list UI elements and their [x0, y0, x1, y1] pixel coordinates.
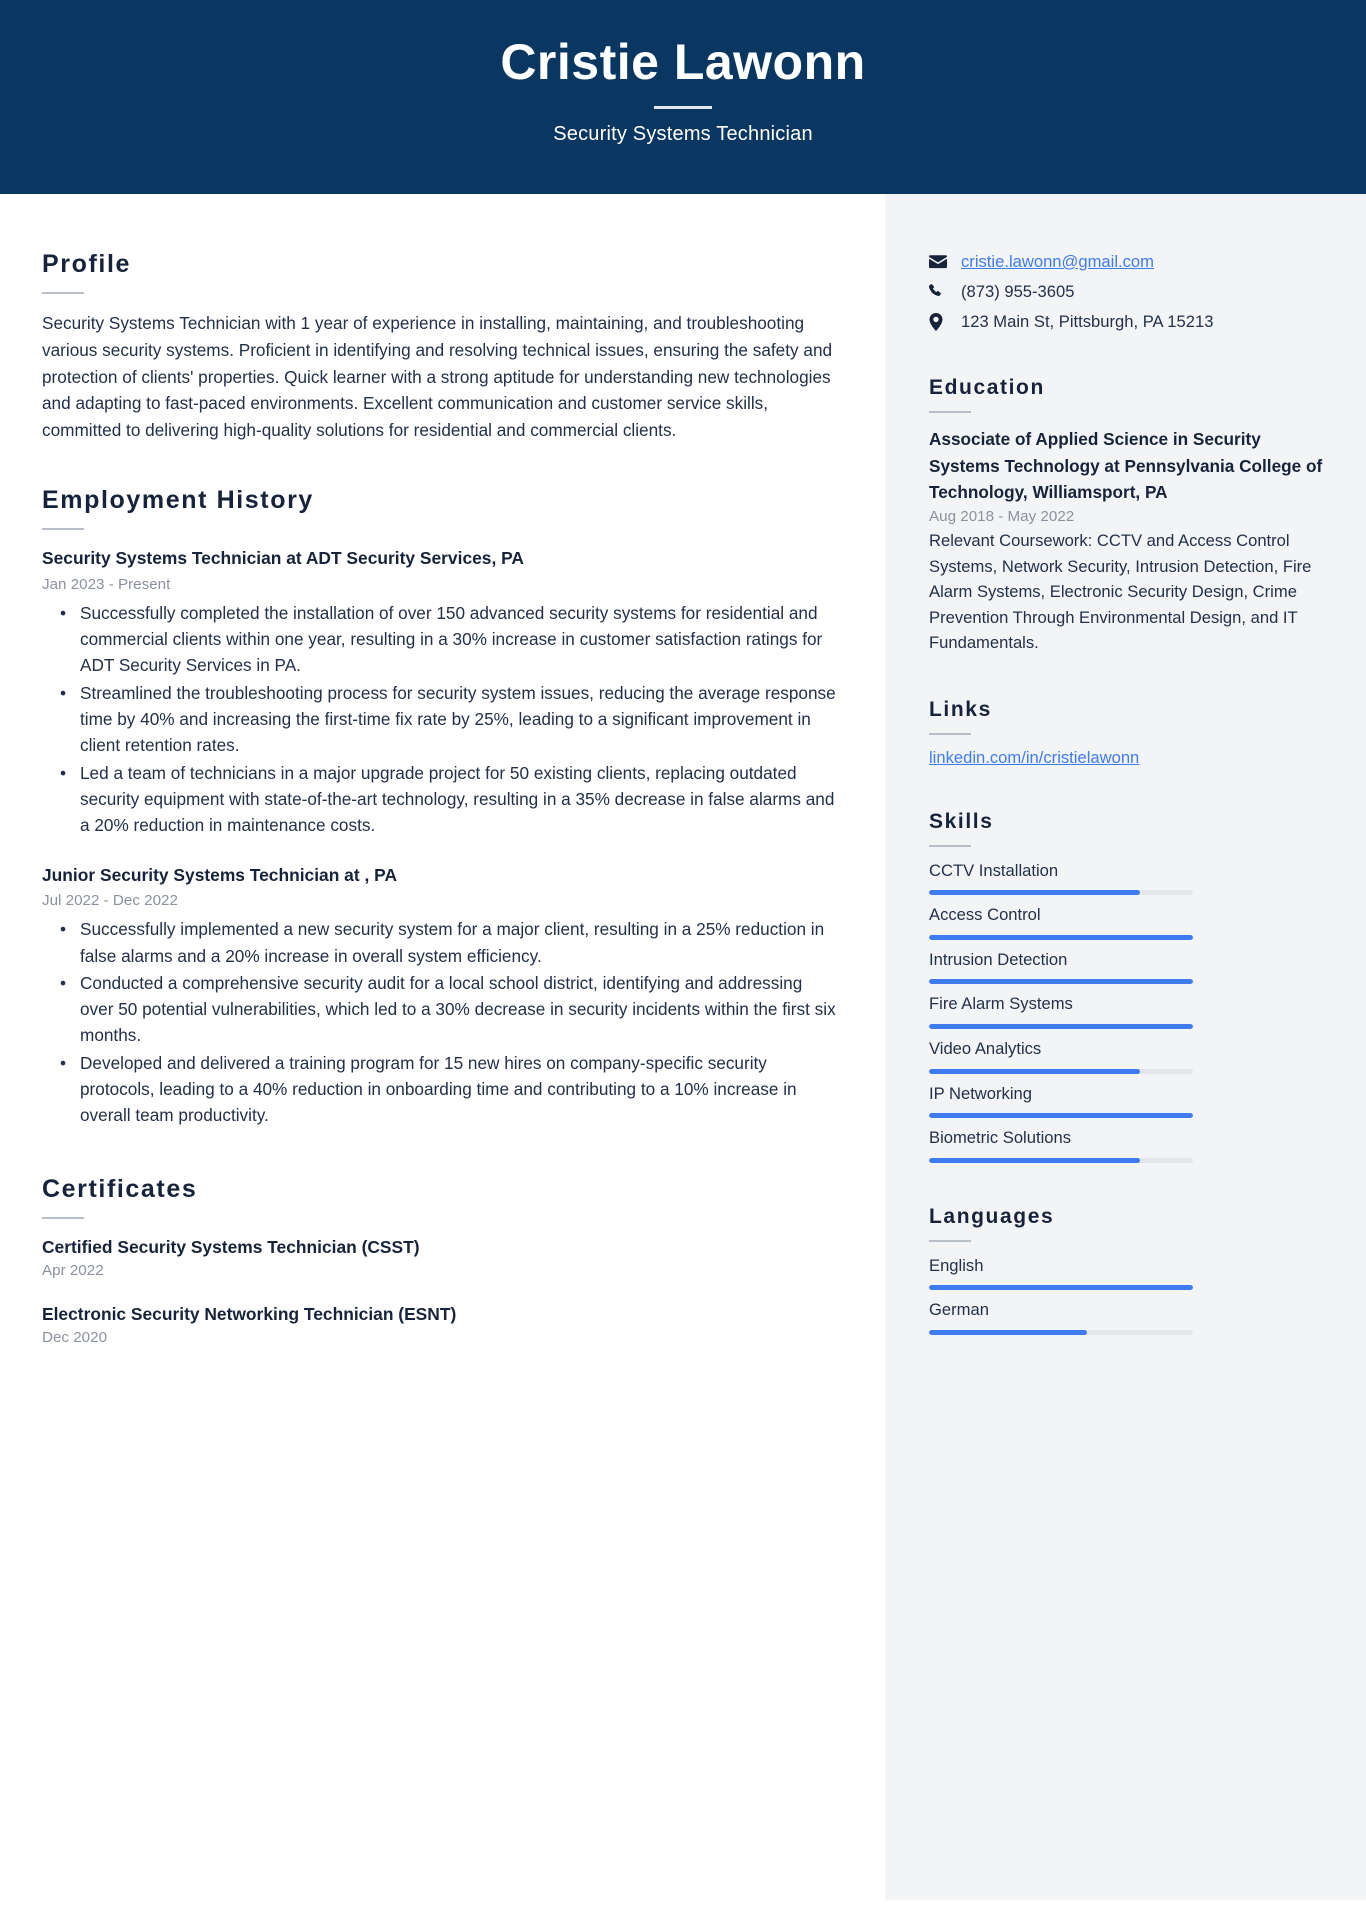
certificate-title: Electronic Security Networking Technician (ESNT): [42, 1304, 457, 1325]
main-column: [0, 194, 885, 1900]
profile-heading: Profile: [42, 250, 131, 278]
job-bullet: • Developed and delivered a training program for 15 new hires on company-specific security protocols, leading to a 40% reduction in onboarding time and contributing to a 10% increase in overall team productivity.: [78, 1050, 839, 1129]
links-heading: Links: [929, 697, 992, 721]
language-bar-fill: [929, 1285, 1193, 1290]
job-entry: [42, 546, 839, 838]
skill-bar-fill: [929, 979, 1193, 984]
skill-bar-fill: [929, 890, 1140, 895]
skill-bar-track: [929, 935, 1193, 940]
certificate-entry: [42, 1235, 839, 1279]
skill-label: CCTV Installation: [929, 860, 1059, 880]
skill-bar-fill: [929, 1024, 1193, 1029]
job-bullet: • Conducted a comprehensive security audit for a local school district, identifying and addressing over 50 potential vulnerabilities, which led to a 30% decrease in security incidents within the first six months.: [78, 970, 839, 1049]
job-entry: [42, 863, 839, 1129]
skill-bar-track: [929, 890, 1193, 895]
skill-item: [929, 904, 1324, 940]
employment-heading: Employment History: [42, 486, 314, 515]
skill-label: Biometric Solutions: [929, 1128, 1072, 1148]
education-degree: Associate of Applied Science in Security Systems Technology at Pennsylvania College of Technology, Williamsport, PA: [929, 429, 1323, 503]
job-bullet-list: [42, 916, 839, 1129]
profile-text: Security Systems Technician with 1 year of experience in installing, maintaining, and troubleshooting various security systems. Proficient in identifying and resolving technical issues, ensuring the safety and protection of clients' properties. Quick learner with a strong aptitude for understanding new technologies and adapting to fast-paced environments. Excellent communication and customer service skills, committed to delivering high-quality solutions for residential and commercial clients.: [42, 313, 833, 441]
skill-label: Access Control: [929, 905, 1041, 925]
page-title: Cristie Lawonn: [500, 34, 866, 90]
phone-icon: [929, 284, 951, 300]
skill-item: [929, 1083, 1324, 1119]
section-certificates: [42, 1175, 839, 1347]
skill-bar-track: [929, 1024, 1193, 1029]
certificate-entry: [42, 1302, 839, 1346]
section-profile: [42, 250, 839, 444]
job-bullet: • Successfully implemented a new security system for a major client, resulting in a 25% reduction in false alarms and a 20% increase in overall system efficiency.: [78, 916, 839, 969]
skills-heading: Skills: [929, 809, 994, 833]
language-item: [929, 1299, 1324, 1335]
skill-bar-fill: [929, 1113, 1193, 1118]
section-employment-history: [42, 486, 839, 1129]
envelope-icon: [929, 255, 951, 269]
certificates-heading-divider: [42, 1217, 84, 1219]
contact-row-email: [929, 250, 1324, 274]
skill-bar-fill: [929, 1158, 1140, 1163]
section-languages: [929, 1205, 1324, 1335]
skill-bar-fill: [929, 935, 1193, 940]
skill-item: [929, 993, 1324, 1029]
employment-heading-divider: [42, 528, 84, 530]
job-bullet: • Successfully completed the installation of over 150 advanced security systems for residential and commercial clients within one year, resulting in a 30% increase in customer satisfaction ratings for ADT Security Services in PA.: [78, 600, 839, 679]
section-skills: [929, 810, 1324, 1163]
language-label: English: [929, 1255, 984, 1275]
skill-label: Video Analytics: [929, 1038, 1042, 1058]
skill-bar-track: [929, 979, 1193, 984]
address-text: 123 Main St, Pittsburgh, PA 15213: [961, 311, 1214, 331]
languages-heading-divider: [929, 1240, 971, 1242]
location-pin-icon: [929, 313, 951, 331]
skill-bar-fill: [929, 1069, 1140, 1074]
skills-heading-divider: [929, 845, 971, 847]
skill-bar-track: [929, 1158, 1193, 1163]
sidebar-column: [885, 194, 1366, 1900]
skill-label: Intrusion Detection: [929, 949, 1068, 969]
contact-row-address: [929, 310, 1324, 334]
contact-details: [929, 250, 1324, 334]
languages-heading: Languages: [929, 1204, 1055, 1228]
job-bullet-list: [42, 600, 839, 839]
education-heading: Education: [929, 376, 1045, 399]
education-description: Relevant Coursework: CCTV and Access Control Systems, Network Security, Intrusion Detection, Fire Alarm Systems, Electronic Security Design, Crime Prevention Through Environmental Design, and IT Fundamentals.: [929, 530, 1312, 653]
skill-item: [929, 1127, 1324, 1163]
email-link[interactable]: cristie.lawonn@gmail.com: [961, 251, 1154, 271]
section-links: [929, 698, 1324, 768]
contact-row-phone: [929, 280, 1324, 304]
section-education: [929, 376, 1324, 656]
resume-body: [0, 194, 1366, 1900]
job-dates: Jan 2023 - Present: [42, 575, 171, 593]
resume-header: [0, 0, 1366, 194]
job-title: Junior Security Systems Technician at , PA: [42, 864, 398, 885]
skill-label: IP Networking: [929, 1083, 1032, 1103]
skill-item: [929, 949, 1324, 985]
links-heading-divider: [929, 733, 971, 735]
skill-bar-track: [929, 1113, 1193, 1118]
certificate-title: Certified Security Systems Technician (CSST): [42, 1236, 420, 1257]
job-title: Security Systems Technician at ADT Security Services, PA: [42, 548, 524, 569]
skill-bar-track: [929, 1069, 1193, 1074]
job-dates: Jul 2022 - Dec 2022: [42, 891, 178, 909]
language-label: German: [929, 1300, 989, 1320]
phone-number: (873) 955-3605: [961, 281, 1075, 301]
skill-item: [929, 1038, 1324, 1074]
language-bar-fill: [929, 1330, 1087, 1335]
certificate-date: Apr 2022: [42, 1262, 104, 1280]
header-divider: [654, 106, 712, 109]
skill-item: [929, 860, 1324, 896]
language-bar-track: [929, 1285, 1193, 1290]
language-bar-track: [929, 1330, 1193, 1335]
job-bullet: • Streamlined the troubleshooting process for security system issues, reducing the average response time by 40% and increasing the first-time fix rate by 25%, leading to a significant improvement in client retention rates.: [78, 680, 839, 759]
profile-heading-divider: [42, 292, 84, 294]
job-bullet: • Led a team of technicians in a major upgrade project for 50 existing clients, replacing outdated security equipment with state-of-the-art technology, resulting in a 35% decrease in false alarms and a 20% reduction in maintenance costs.: [78, 760, 839, 839]
education-dates: Aug 2018 - May 2022: [929, 507, 1075, 525]
language-item: [929, 1255, 1324, 1291]
header-job-title: Security Systems Technician: [553, 123, 813, 145]
education-heading-divider: [929, 411, 971, 413]
skill-label: Fire Alarm Systems: [929, 994, 1073, 1014]
certificates-heading: Certificates: [42, 1174, 198, 1203]
linkedin-link[interactable]: linkedin.com/in/cristielawonn: [929, 747, 1140, 767]
certificate-date: Dec 2020: [42, 1329, 108, 1347]
